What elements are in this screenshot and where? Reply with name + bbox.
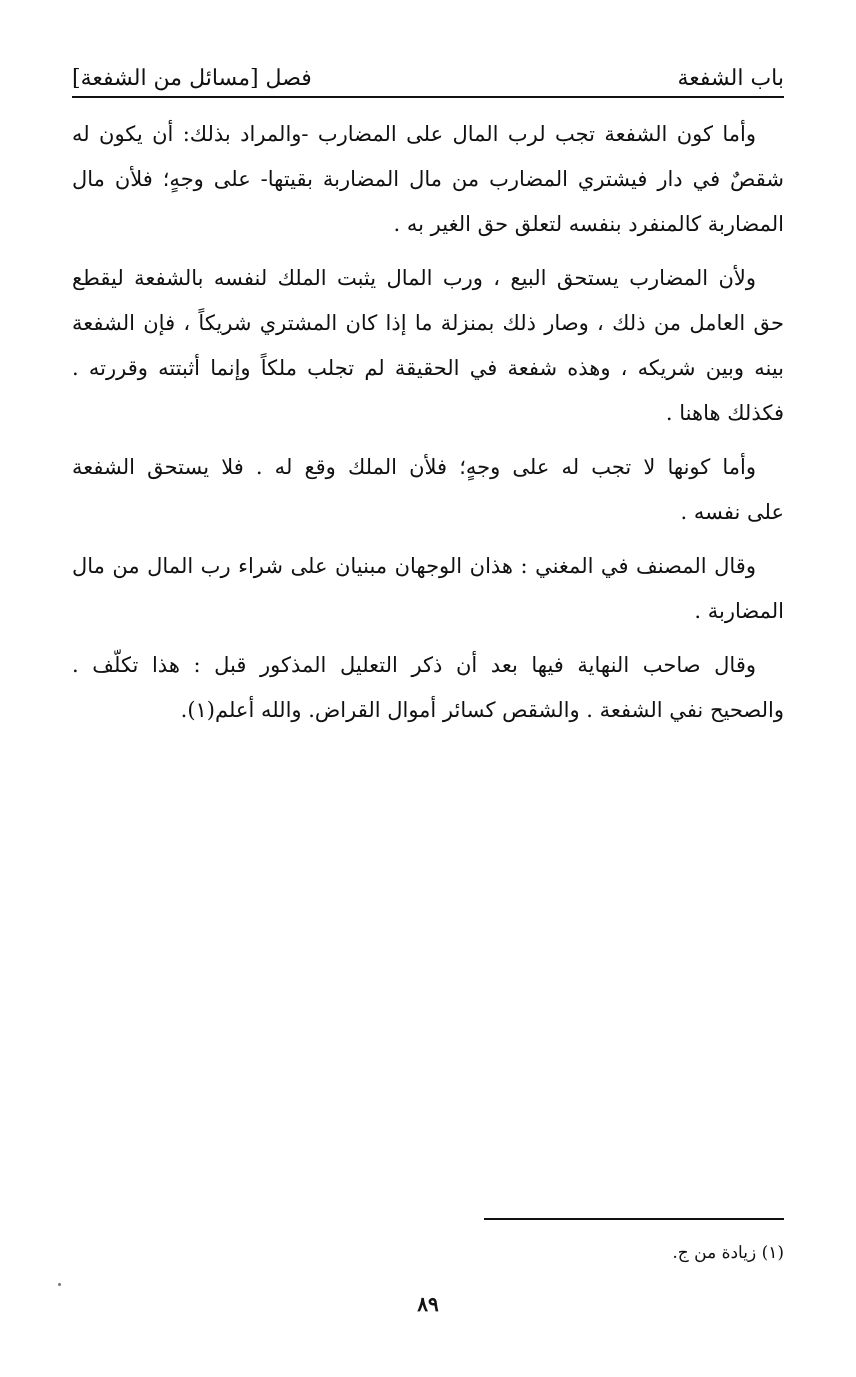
section-title: فصل [مسائل من الشفعة]	[72, 66, 312, 91]
footnote-separator	[484, 1218, 784, 1220]
text-line: بينه وبين شريكه ، وهذه شفعة في الحقيقة لم تجلب ملكاً وإنما أثبتته وقررته .	[72, 356, 784, 380]
text-line: ولأن المضارب يستحق البيع ، ورب المال يثبت الملك لنفسه بالشفعة ليقطع	[72, 266, 756, 290]
text-line: وأما كونها لا تجب له على وجهٍ؛ فلأن الملك وقع له . فلا يستحق الشفعة	[72, 455, 756, 479]
text-line: المضاربة .	[694, 599, 784, 623]
text-line: شقصٌ في دار فيشتري المضارب من مال المضاربة بقيتها- على وجهٍ؛ فلأن مال	[72, 167, 784, 191]
text-line: على نفسه .	[680, 500, 784, 524]
running-header	[72, 50, 784, 98]
main-text	[72, 112, 784, 733]
text-line: حق العامل من ذلك ، وصار ذلك بمنزلة ما إذا كان المشتري شريكاً ، فإن الشفعة	[72, 311, 784, 335]
text-line: المضاربة كالمنفرد بنفسه لتعلق حق الغير به .	[393, 212, 784, 236]
text-line: وقال المصنف في المغني : هذان الوجهان مبنيان على شراء رب المال من مال	[72, 554, 756, 578]
chapter-title: باب الشفعة	[677, 66, 784, 91]
footnote: (١) زيادة من ج.	[672, 1243, 784, 1263]
text-line: وقال صاحب النهاية فيها بعد أن ذكر التعليل المذكور قبل : هذا تكلّف .	[72, 653, 756, 677]
text-line: وأما كون الشفعة تجب لرب المال على المضارب -والمراد بذلك: أن يكون له	[72, 122, 756, 146]
text-line: فكذلك هاهنا .	[665, 401, 784, 425]
text-line: والصحيح نفي الشفعة . والشقص كسائر أموال القراض. والله أعلم(١).	[180, 698, 784, 722]
scan-speck	[58, 1283, 61, 1286]
page-number: ٨٩	[417, 1292, 439, 1316]
